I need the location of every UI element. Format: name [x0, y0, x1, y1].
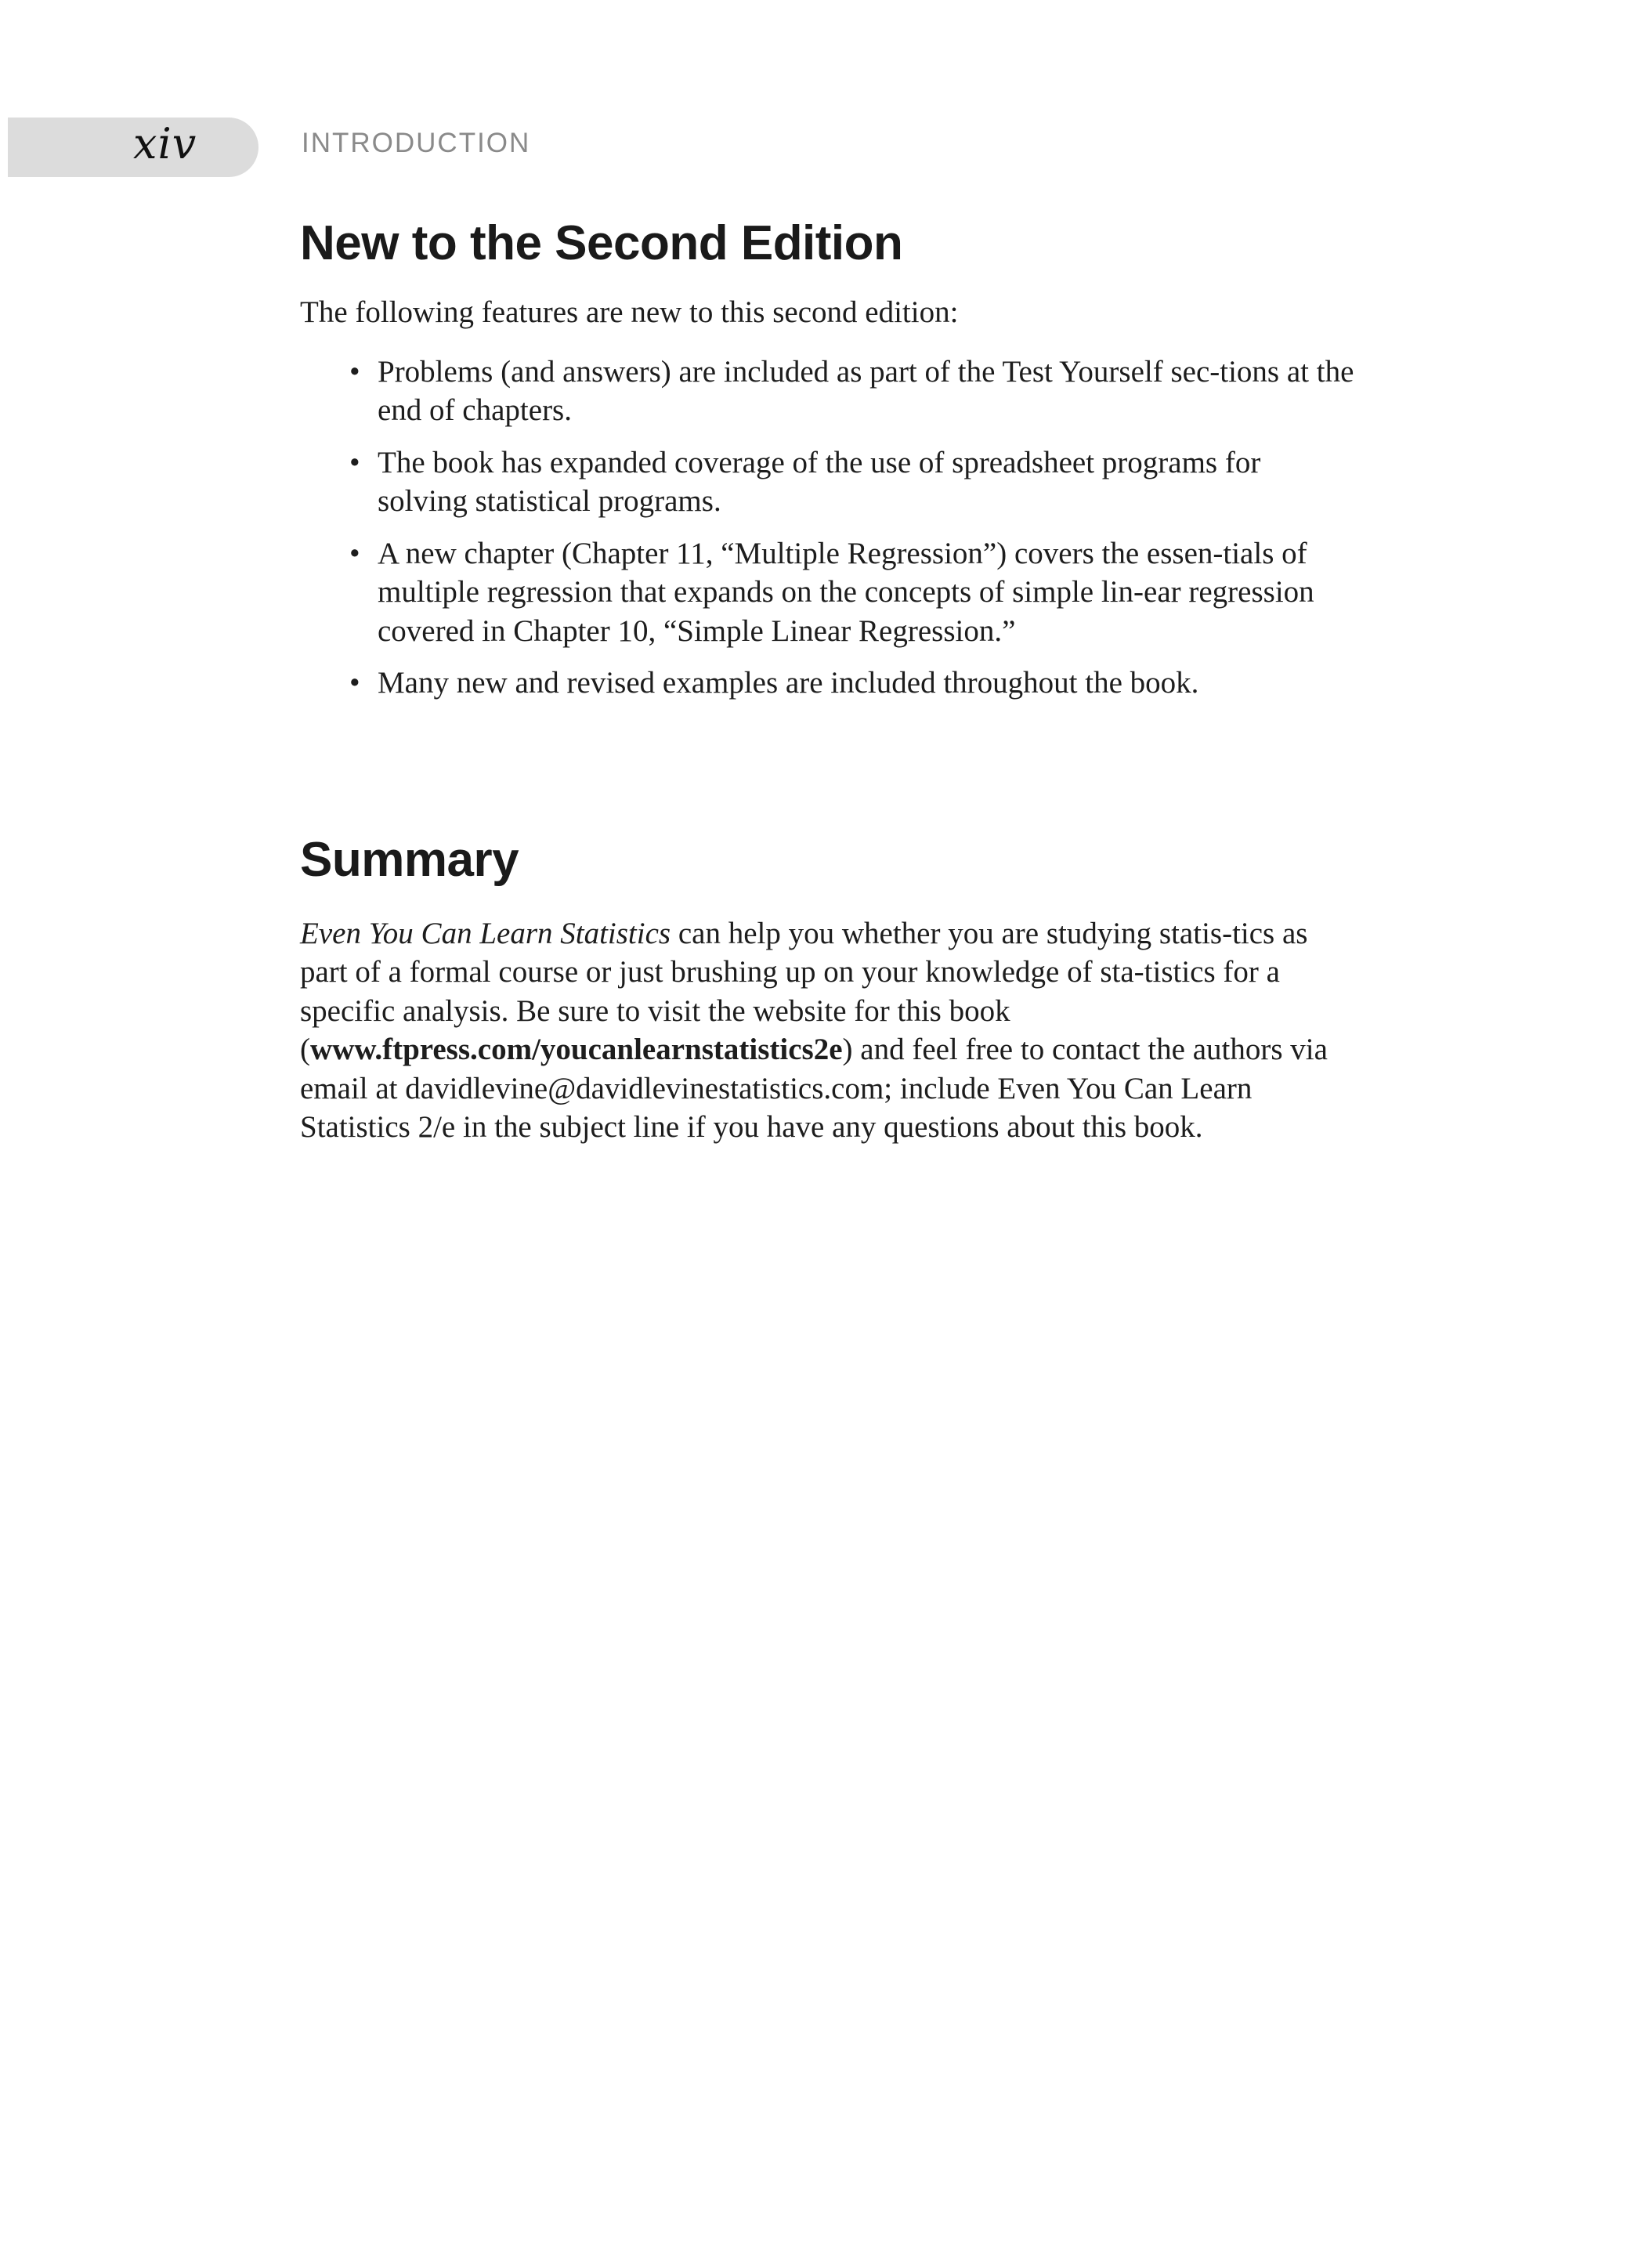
book-title: Even You Can Learn Statistics	[300, 916, 671, 950]
list-item-text: Many new and revised examples are included throughout the book.	[378, 666, 1199, 700]
list-item	[349, 353, 1357, 430]
bullet-icon: •	[349, 666, 360, 700]
list-item	[349, 443, 1357, 521]
page-content	[300, 212, 1357, 1147]
summary-text-continued: ) and feel free to contact the authors via email at davidlevine@davidlevinestatistics.com; include Even You Can Learn Statistics 2/e in the subject line if you have any questions about this book.	[300, 1033, 1328, 1144]
feature-list	[300, 353, 1357, 703]
list-item	[349, 534, 1357, 651]
section-heading-summary: Summary	[300, 832, 519, 887]
section-heading-new-edition: New to the Second Edition	[300, 216, 903, 270]
summary-paragraph	[300, 914, 1357, 1147]
summary-text: can help you whether you are studying statis-tics as part of a formal course or just brushing up on your knowledge of sta-tistics for a specific analysis. Be sure to visit the website for this book (	[300, 916, 1308, 1066]
list-item-text: The book has expanded coverage of the use of spreadsheet programs for solving statistical programs.	[378, 445, 1261, 518]
list-item	[349, 664, 1357, 703]
page-number: xiv	[133, 119, 197, 168]
intro-paragraph: The following features are new to this second edition:	[300, 295, 959, 329]
list-item-text: A new chapter (Chapter 11, “Multiple Regression”) covers the essen-tials of multiple regression that expands on the concepts of simple lin-ear regression covered in Chapter 10, “Simple Linear Regression.”	[378, 536, 1314, 648]
website-link[interactable]: www.ftpress.com/youcanlearnstatistics2e	[310, 1033, 843, 1066]
bullet-icon: •	[349, 445, 360, 479]
running-head: INTRODUCTION	[302, 128, 531, 158]
bullet-icon: •	[349, 536, 360, 570]
list-item-text: Problems (and answers) are included as part of the Test Yourself sec-tions at the end of chapters.	[378, 354, 1354, 427]
bullet-icon: •	[349, 354, 360, 389]
